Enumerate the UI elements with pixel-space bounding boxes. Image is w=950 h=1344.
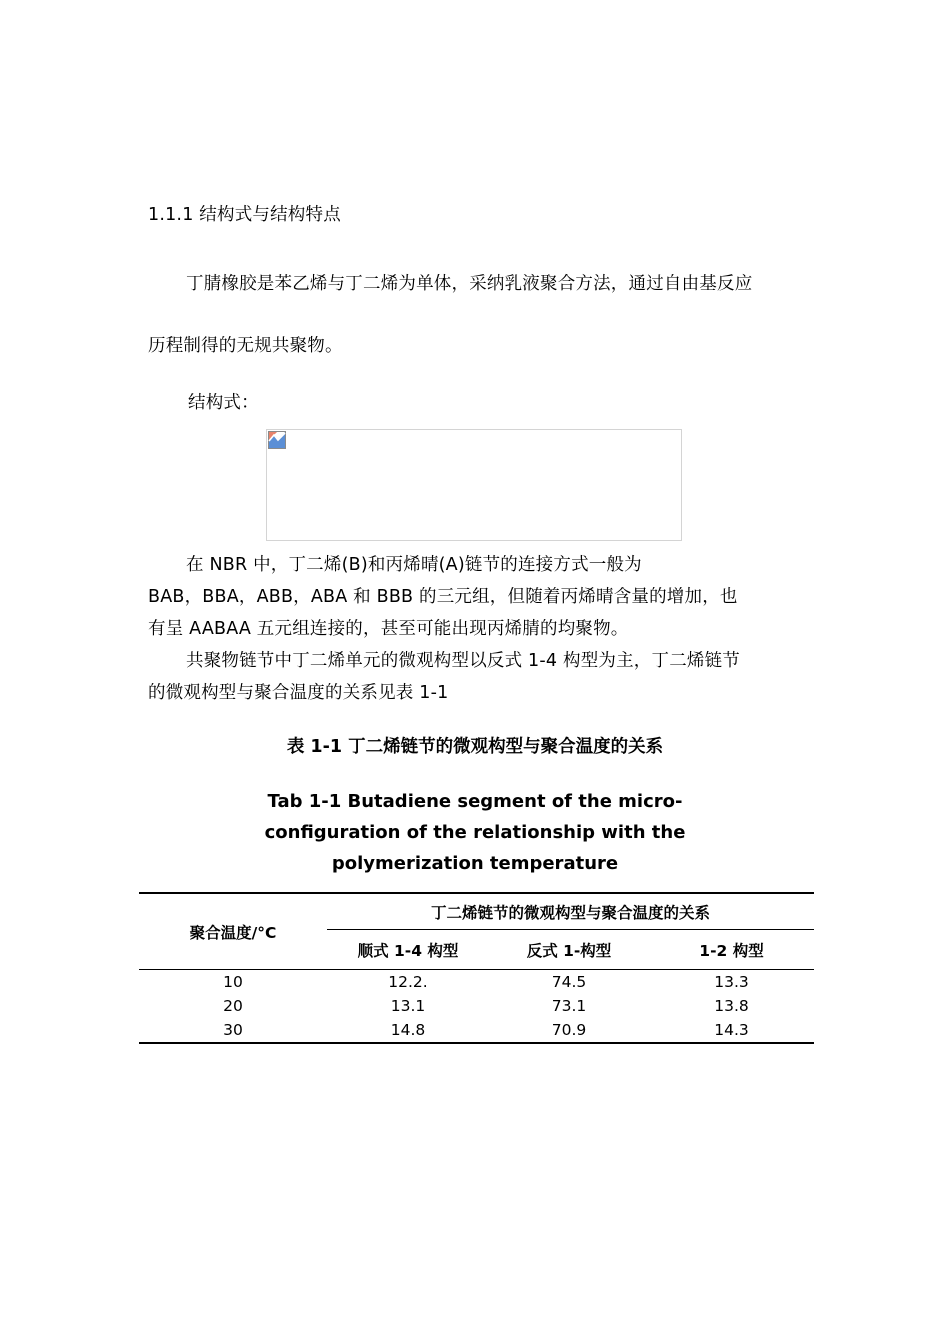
table-cell: 30 [139,1018,327,1043]
table-caption-cn: 表 1-1 丁二烯链节的微观构型与聚合温度的关系 [286,737,664,757]
table-caption-en [225,786,725,879]
para2-line-3: 有呈 AABAA 五元组连接的，甚至可能出现丙烯腈的均聚物。 [148,619,629,639]
table-caption-en-line-2: configuration of the relationship with the [264,822,686,843]
table-row [139,970,814,995]
header-trans-1: 反式 1-构型 [489,930,649,970]
intro-line-1: 丁腈橡胶是苯乙烯与丁二烯为单体，采纳乳液聚合方法，通过自由基反应 [186,274,753,294]
section-heading: 1.1.1 结构式与结构特点 [148,205,341,225]
intro-line-2: 历程制得的无规共聚物。 [148,336,343,356]
table-row [139,994,814,1018]
table-caption-en-line-3: polymerization temperature [331,853,619,874]
para3-line-1: 共聚物链节中丁二烯单元的微观构型以反式 1-4 构型为主，丁二烯链节 [186,651,741,671]
broken-image-icon [268,431,286,449]
table-cell: 70.9 [489,1018,649,1043]
table-cell: 13.1 [390,997,426,1015]
header-1-2: 1-2 构型 [649,930,814,970]
table-cell: 12.2. [327,970,489,995]
table-cell: 74.5 [489,970,649,995]
header-temperature: 聚合温度/°C [139,893,327,970]
structure-figure-placeholder [266,429,682,541]
structure-label: 结构式： [188,393,259,413]
table-cell: 13.3 [649,970,814,995]
table-row [139,1018,814,1043]
table-cell: 13.8 [714,997,749,1015]
para3-line-2: 的微观构型与聚合温度的关系见表 1-1 [148,683,449,703]
para2-line-2: BAB，BBA，ABB，ABA 和 BBB 的三元组，但随着丙烯晴含量的增加，也 [148,587,738,607]
table-cell: 14.8 [327,1018,489,1043]
table-cell: 10 [139,970,327,995]
header-cis-1-4: 顺式 1-4 构型 [327,930,489,970]
table-caption-en-line-1: Tab 1-1 Butadiene segment of the micro- [267,791,683,812]
header-group: 丁二烯链节的微观构型与聚合温度的关系 [327,893,814,930]
para2-line-1: 在 NBR 中，丁二烯(B)和丙烯晴(A)链节的连接方式一般为 [186,555,642,575]
microstructure-table [139,892,814,1044]
table-cell: 73.1 [551,997,587,1015]
table-cell: 14.3 [649,1018,814,1043]
table-cell: 20 [223,997,243,1015]
